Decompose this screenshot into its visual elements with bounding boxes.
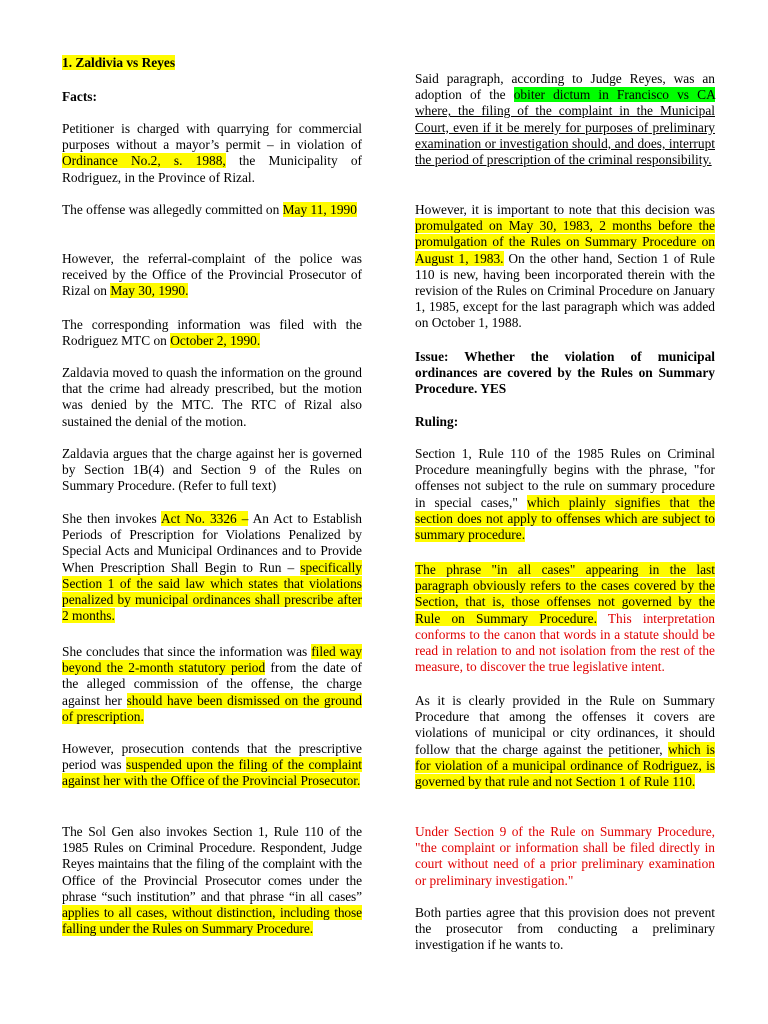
ruling-paragraph-5: Both parties agree that this provision does not prevent the prosecutor from conducting a preliminary investigation if he wants to. xyxy=(415,905,715,953)
right-paragraph-1: Said paragraph, according to Judge Reyes, was an adoption of the obiter dictum in Francisco vs CA where, the filing of the complaint in the Municipal Court, even if it be merely for purposes of preliminary examination or investigation should, and does, interrupt the period of prescription of the criminal responsibility. xyxy=(415,71,715,168)
facts-heading: Facts: xyxy=(62,89,97,104)
facts-paragraph-9: However, prosecution contends that the prescriptive period was suspended upon the filing of the complaint against her with the Office of the Provincial Prosecutor. xyxy=(62,741,362,789)
facts-paragraph-10: The Sol Gen also invokes Section 1, Rule 110 of the 1985 Rules on Criminal Procedure. Respondent, Judge Reyes maintains that the filing of the complaint with the Office of the Provincial Prosecutor comes under the phrase “such institution” and that phrase “in all cases” applies to all cases, without distinction, including those falling under the Rules on Summary Procedure. xyxy=(62,824,362,937)
facts-paragraph-2: The offense was allegedly committed on May 11, 1990 xyxy=(62,202,357,217)
ruling-paragraph-3: As it is clearly provided in the Rule on Summary Procedure that among the offenses it covers are violations of municipal or city ordinances, it should follow that the charge against the petitioner, which is for violation of a municipal ordinance of Rodriguez, is governed by that rule and not Section 1 of Rule 110. xyxy=(415,693,715,790)
facts-paragraph-6: Zaldavia argues that the charge against her is governed by Section 1B(4) and Section 9 of the Rules on Summary Procedure. (Refer to full text) xyxy=(62,446,362,494)
ruling-paragraph-2: The phrase "in all cases" appearing in the last paragraph obviously refers to the cases covered by the Section, that is, those offenses not governed by the Rule on Summary Procedure. This interpretation conforms to the canon that words in a statute should be read in relation to and not isolation from the rest of the measure, to discover the true legislative intent. xyxy=(415,562,715,675)
facts-paragraph-1: Petitioner is charged with quarrying for commercial purposes without a mayor’s permit – in violation of Ordinance No.2, s. 1988, the Municipality of Rodriguez, in the Province of Rizal. xyxy=(62,121,362,185)
facts-paragraph-7: She then invokes Act No. 3326 – An Act to Establish Periods of Prescription for Violations Penalized by Special Acts and Municipal Ordinances and to Provide When Prescription Shall Begin to Run – specifically Section 1 of the said law which states that violations penalized by municipal ordinances shall prescribe after 2 months. xyxy=(62,511,363,624)
ruling-heading: Ruling: xyxy=(415,414,459,429)
case-title: 1. Zaldivia vs Reyes xyxy=(62,55,176,70)
issue-statement: Issue: Whether the violation of municipal ordinances are covered by the Rules on Summary Procedure. YES xyxy=(415,349,715,397)
facts-paragraph-8: She concludes that since the information was filed way beyond the 2-month statutory period from the date of the alleged commission of the offense, the charge against her should have been dismissed on the ground of prescription. xyxy=(62,644,362,724)
facts-paragraph-5: Zaldavia moved to quash the information on the ground that the crime had already prescribed, but the motion was denied by the MTC. The RTC of Rizal also sustained the denial of the motion. xyxy=(62,365,362,429)
facts-paragraph-3: However, the referral-complaint of the police was received by the Office of the Provincial Prosecutor of Rizal on May 30, 1990. xyxy=(62,251,362,299)
ruling-paragraph-1: Section 1, Rule 110 of the 1985 Rules on Criminal Procedure meaningfully begins with the phrase, "for offenses not subject to the rule on summary procedure in special cases," which plainly signifies that the section does not apply to offenses which are subject to summary procedure. xyxy=(415,446,715,543)
facts-paragraph-4: The corresponding information was filed with the Rodriguez MTC on October 2, 1990. xyxy=(62,317,362,349)
ruling-paragraph-4: Under Section 9 of the Rule on Summary Procedure, "the complaint or information shall be filed directly in court without need of a prior preliminary examination or preliminary investigation." xyxy=(415,824,715,888)
right-paragraph-2: However, it is important to note that this decision was promulgated on May 30, 1983, 2 months before the promulgation of the Rules on Summary Procedure on August 1, 1983. On the other hand, Section 1 of Rule 110 is new, having been incorporated therein with the revision of the Rules on Criminal Procedure on January 1, 1985, except for the last paragraph which was added on October 1, 1988. xyxy=(415,202,716,331)
